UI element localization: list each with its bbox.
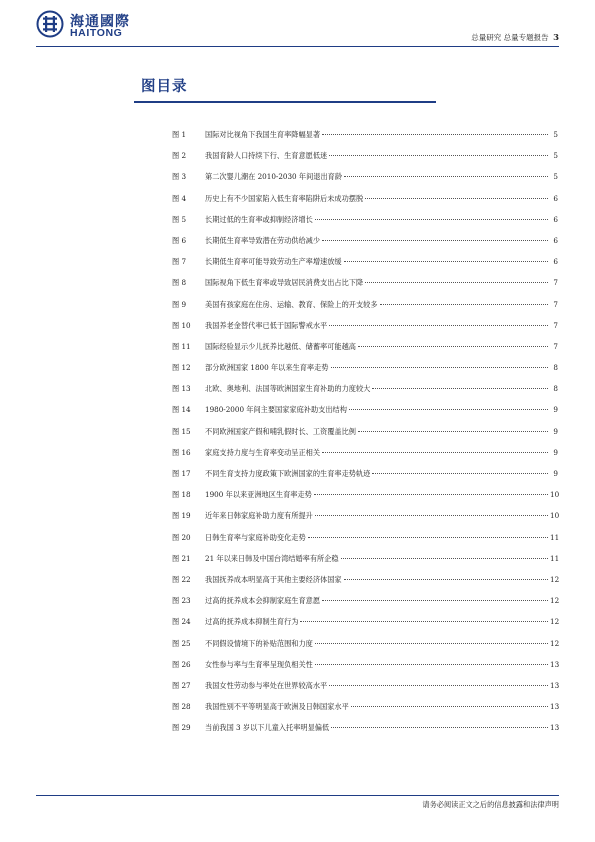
toc-item[interactable] xyxy=(172,384,558,405)
dot-leader xyxy=(329,685,548,686)
dot-leader xyxy=(372,473,548,474)
figure-number: 图 6 xyxy=(172,235,187,245)
figure-title: 长期低生育率可能导致劳动生产率增速放缓 xyxy=(205,257,342,267)
page-number: 13 xyxy=(550,702,560,712)
page-number: 7 xyxy=(553,299,558,309)
figure-number: 图 25 xyxy=(172,638,191,648)
figure-title: 1900 年以来亚洲地区生育率走势 xyxy=(205,490,312,500)
page-number: 11 xyxy=(550,532,560,542)
figure-title: 长期低生育率导致潜在劳动供给减少 xyxy=(205,235,321,245)
page-number: 13 xyxy=(550,680,560,690)
toc-item[interactable] xyxy=(172,533,558,554)
figure-title: 日韩生育率与家庭补助变化走势 xyxy=(205,532,306,542)
page-number: 7 xyxy=(553,320,558,330)
toc-item[interactable] xyxy=(172,257,558,278)
page-number: 8 xyxy=(553,363,558,373)
figure-number: 图 27 xyxy=(172,680,191,690)
page-number: 6 xyxy=(553,193,558,203)
figure-title: 国际经验显示少儿抚养比越低、储蓄率可能越高 xyxy=(205,341,356,351)
page-title: 图目录 xyxy=(141,79,188,95)
page-number: 9 xyxy=(553,447,558,457)
figure-number: 图 1 xyxy=(172,130,187,139)
figure-title: 近年来日韩家庭补助力度有所提升 xyxy=(205,511,313,521)
page-number: 11 xyxy=(550,553,560,563)
figure-title: 不同欧洲国家产假和哺乳假时长、工资覆盖比例 xyxy=(205,426,356,436)
figure-number: 图 2 xyxy=(172,151,187,161)
figure-title: 我国性别不平等明显高于欧洲及日韩国家水平 xyxy=(205,702,349,712)
page-number: 12 xyxy=(550,617,560,627)
figure-title: 当前我国 3 岁以下儿童入托率明显偏低 xyxy=(205,723,330,733)
dot-leader xyxy=(315,664,548,665)
dot-leader xyxy=(308,537,548,538)
page-number: 12 xyxy=(550,596,560,606)
dot-leader xyxy=(344,176,548,177)
figure-number: 图 24 xyxy=(172,617,191,627)
figure-number: 图 10 xyxy=(172,320,191,330)
figure-title: 过高的抚养成本抑制生育行为 xyxy=(205,617,299,627)
page-number: 6 xyxy=(553,235,558,245)
figure-title: 女性参与率与生育率呈现负相关性 xyxy=(205,659,313,669)
haitong-logo xyxy=(36,10,176,40)
page-number: 6 xyxy=(553,257,558,267)
figure-title: 部分欧洲国家 1800 年以来生育率走势 xyxy=(205,363,329,373)
figure-number: 图 28 xyxy=(172,702,191,712)
figure-title: 过高的抚养成本会抑制家庭生育意愿 xyxy=(205,596,321,606)
page-number: 5 xyxy=(553,151,558,161)
haitong-logo-icon xyxy=(36,10,64,38)
dot-leader xyxy=(300,621,548,622)
figure-title: 第二次婴儿潮在 2010-2030 年间退出育龄 xyxy=(205,172,343,182)
toc-item[interactable] xyxy=(172,575,558,596)
figure-list xyxy=(172,130,558,744)
header-page-number: 3 xyxy=(553,33,559,43)
toc-item[interactable] xyxy=(172,660,558,681)
figure-number: 图 12 xyxy=(172,363,191,373)
dot-leader xyxy=(314,494,548,495)
figure-number: 图 22 xyxy=(172,574,191,584)
page-number: 10 xyxy=(550,511,560,521)
page-number: 9 xyxy=(553,469,558,478)
figure-title: 历史上有不少国家陷入低生育率陷阱后未成功摆脱 xyxy=(205,193,364,203)
figure-number: 图 18 xyxy=(172,490,191,500)
figure-number: 图 15 xyxy=(172,426,191,436)
dot-leader xyxy=(341,558,548,559)
dot-leader xyxy=(315,643,548,644)
dot-leader xyxy=(344,579,548,580)
figure-title: 不同生育支持力度政策下欧洲国家的生育率走势轨迹 xyxy=(205,469,371,478)
page-number: 5 xyxy=(553,130,558,139)
page-number: 8 xyxy=(553,384,558,394)
toc-item[interactable] xyxy=(172,405,558,426)
page-number: 6 xyxy=(553,214,558,224)
figure-number: 图 23 xyxy=(172,596,191,606)
figure-number: 图 4 xyxy=(172,193,187,203)
figure-title: 北欧、奥地利、法国等欧洲国家生育补助的力度较大 xyxy=(205,384,371,394)
toc-item[interactable] xyxy=(172,236,558,257)
figure-title: 长期过低的生育率或抑制经济增长 xyxy=(205,214,313,224)
toc-item[interactable] xyxy=(172,151,558,172)
figure-number: 图 19 xyxy=(172,511,191,521)
figure-number: 图 13 xyxy=(172,384,191,394)
dot-leader xyxy=(331,727,548,728)
figure-title: 不同假设情境下的补贴范围和力度 xyxy=(205,638,313,648)
toc-item[interactable] xyxy=(172,278,558,299)
page-number: 13 xyxy=(550,659,560,669)
toc-item[interactable] xyxy=(172,469,558,490)
dot-leader xyxy=(315,515,548,516)
figure-number: 图 29 xyxy=(172,723,191,733)
footer-divider xyxy=(36,795,559,796)
page-number: 12 xyxy=(550,574,560,584)
page-number: 13 xyxy=(550,723,560,733)
figure-number: 图 9 xyxy=(172,299,187,309)
figure-title: 我国育龄人口持续下行、生育意愿低迷 xyxy=(205,151,328,161)
page-number: 10 xyxy=(550,490,560,500)
dot-leader xyxy=(372,388,548,389)
toc-item[interactable] xyxy=(172,681,558,702)
logo-chinese-name: 海通國際 xyxy=(70,14,130,30)
dot-leader xyxy=(331,367,549,368)
toc-item[interactable] xyxy=(172,427,558,448)
toc-item[interactable] xyxy=(172,194,558,215)
figure-number: 图 11 xyxy=(172,341,191,351)
toc-item[interactable] xyxy=(172,363,558,384)
dot-leader xyxy=(322,452,548,453)
dot-leader xyxy=(351,706,548,707)
page-number: 7 xyxy=(553,341,558,351)
figure-number: 图 26 xyxy=(172,659,191,669)
figure-number: 图 16 xyxy=(172,447,191,457)
figure-title: 国际对比视角下我国生育率降幅显著 xyxy=(205,130,321,139)
figure-title: 美国有孩家庭在住房、运输、教育、保险上的开支较多 xyxy=(205,299,378,309)
page-number: 9 xyxy=(553,405,558,415)
page-number: 5 xyxy=(553,172,558,182)
dot-leader xyxy=(329,155,548,156)
toc-item[interactable] xyxy=(172,511,558,532)
toc-item[interactable] xyxy=(172,448,558,469)
figure-title: 21 年以来日韩及中国台湾结婚率有所企稳 xyxy=(205,553,339,563)
dot-leader xyxy=(365,282,548,283)
dot-leader xyxy=(322,134,548,135)
page-number: 9 xyxy=(553,426,558,436)
title-underline xyxy=(134,101,436,103)
figure-title: 我国养老金替代率已低于国际警戒水平 xyxy=(205,320,328,330)
figure-number: 图 20 xyxy=(172,532,191,542)
dot-leader xyxy=(322,240,548,241)
toc-item[interactable] xyxy=(172,554,558,575)
figure-title: 我国女性劳动参与率处在世界较高水平 xyxy=(205,680,328,690)
dot-leader xyxy=(358,431,548,432)
toc-item[interactable] xyxy=(172,215,558,236)
figure-number: 图 17 xyxy=(172,469,191,478)
page-number: 12 xyxy=(550,638,560,648)
footer-disclaimer: 请务必阅读正文之后的信息披露和法律声明 xyxy=(422,800,559,809)
figure-title: 1980-2000 年间主要国家家庭补助支出结构 xyxy=(205,405,347,415)
toc-item[interactable] xyxy=(172,596,558,617)
dot-leader xyxy=(358,346,548,347)
logo-english-name: HAITONG xyxy=(70,27,123,39)
figure-title: 家庭支持力度与生育率变动呈正相关 xyxy=(205,447,321,457)
figure-number: 图 8 xyxy=(172,278,187,288)
dot-leader xyxy=(344,261,548,262)
dot-leader xyxy=(365,198,548,199)
figure-number: 图 5 xyxy=(172,214,187,224)
dot-leader xyxy=(349,409,548,410)
dot-leader xyxy=(315,219,548,220)
toc-item[interactable] xyxy=(172,702,558,723)
header-section-info xyxy=(471,32,559,43)
toc-item[interactable] xyxy=(172,321,558,342)
toc-item[interactable] xyxy=(172,490,558,511)
figure-title: 我国抚养成本明显高于其他主要经济体国家 xyxy=(205,574,342,584)
toc-item[interactable] xyxy=(172,617,558,638)
figure-number: 图 14 xyxy=(172,405,191,415)
header-section-label: 总量研究 总量专题报告 xyxy=(471,33,549,42)
page-header xyxy=(0,0,595,48)
dot-leader xyxy=(329,325,548,326)
toc-item[interactable] xyxy=(172,639,558,660)
dot-leader xyxy=(322,600,548,601)
toc-item[interactable] xyxy=(172,300,558,321)
toc-item[interactable] xyxy=(172,723,558,744)
toc-item[interactable] xyxy=(172,342,558,363)
dot-leader xyxy=(380,304,548,305)
figure-number: 图 3 xyxy=(172,172,187,182)
toc-item[interactable] xyxy=(172,172,558,193)
figure-number: 图 21 xyxy=(172,553,191,563)
header-divider xyxy=(36,46,559,47)
toc-item[interactable] xyxy=(172,130,558,151)
page-number: 7 xyxy=(553,278,558,288)
figure-number: 图 7 xyxy=(172,257,187,267)
figure-title: 国际视角下低生育率或导致居民消费支出占比下降 xyxy=(205,278,364,288)
